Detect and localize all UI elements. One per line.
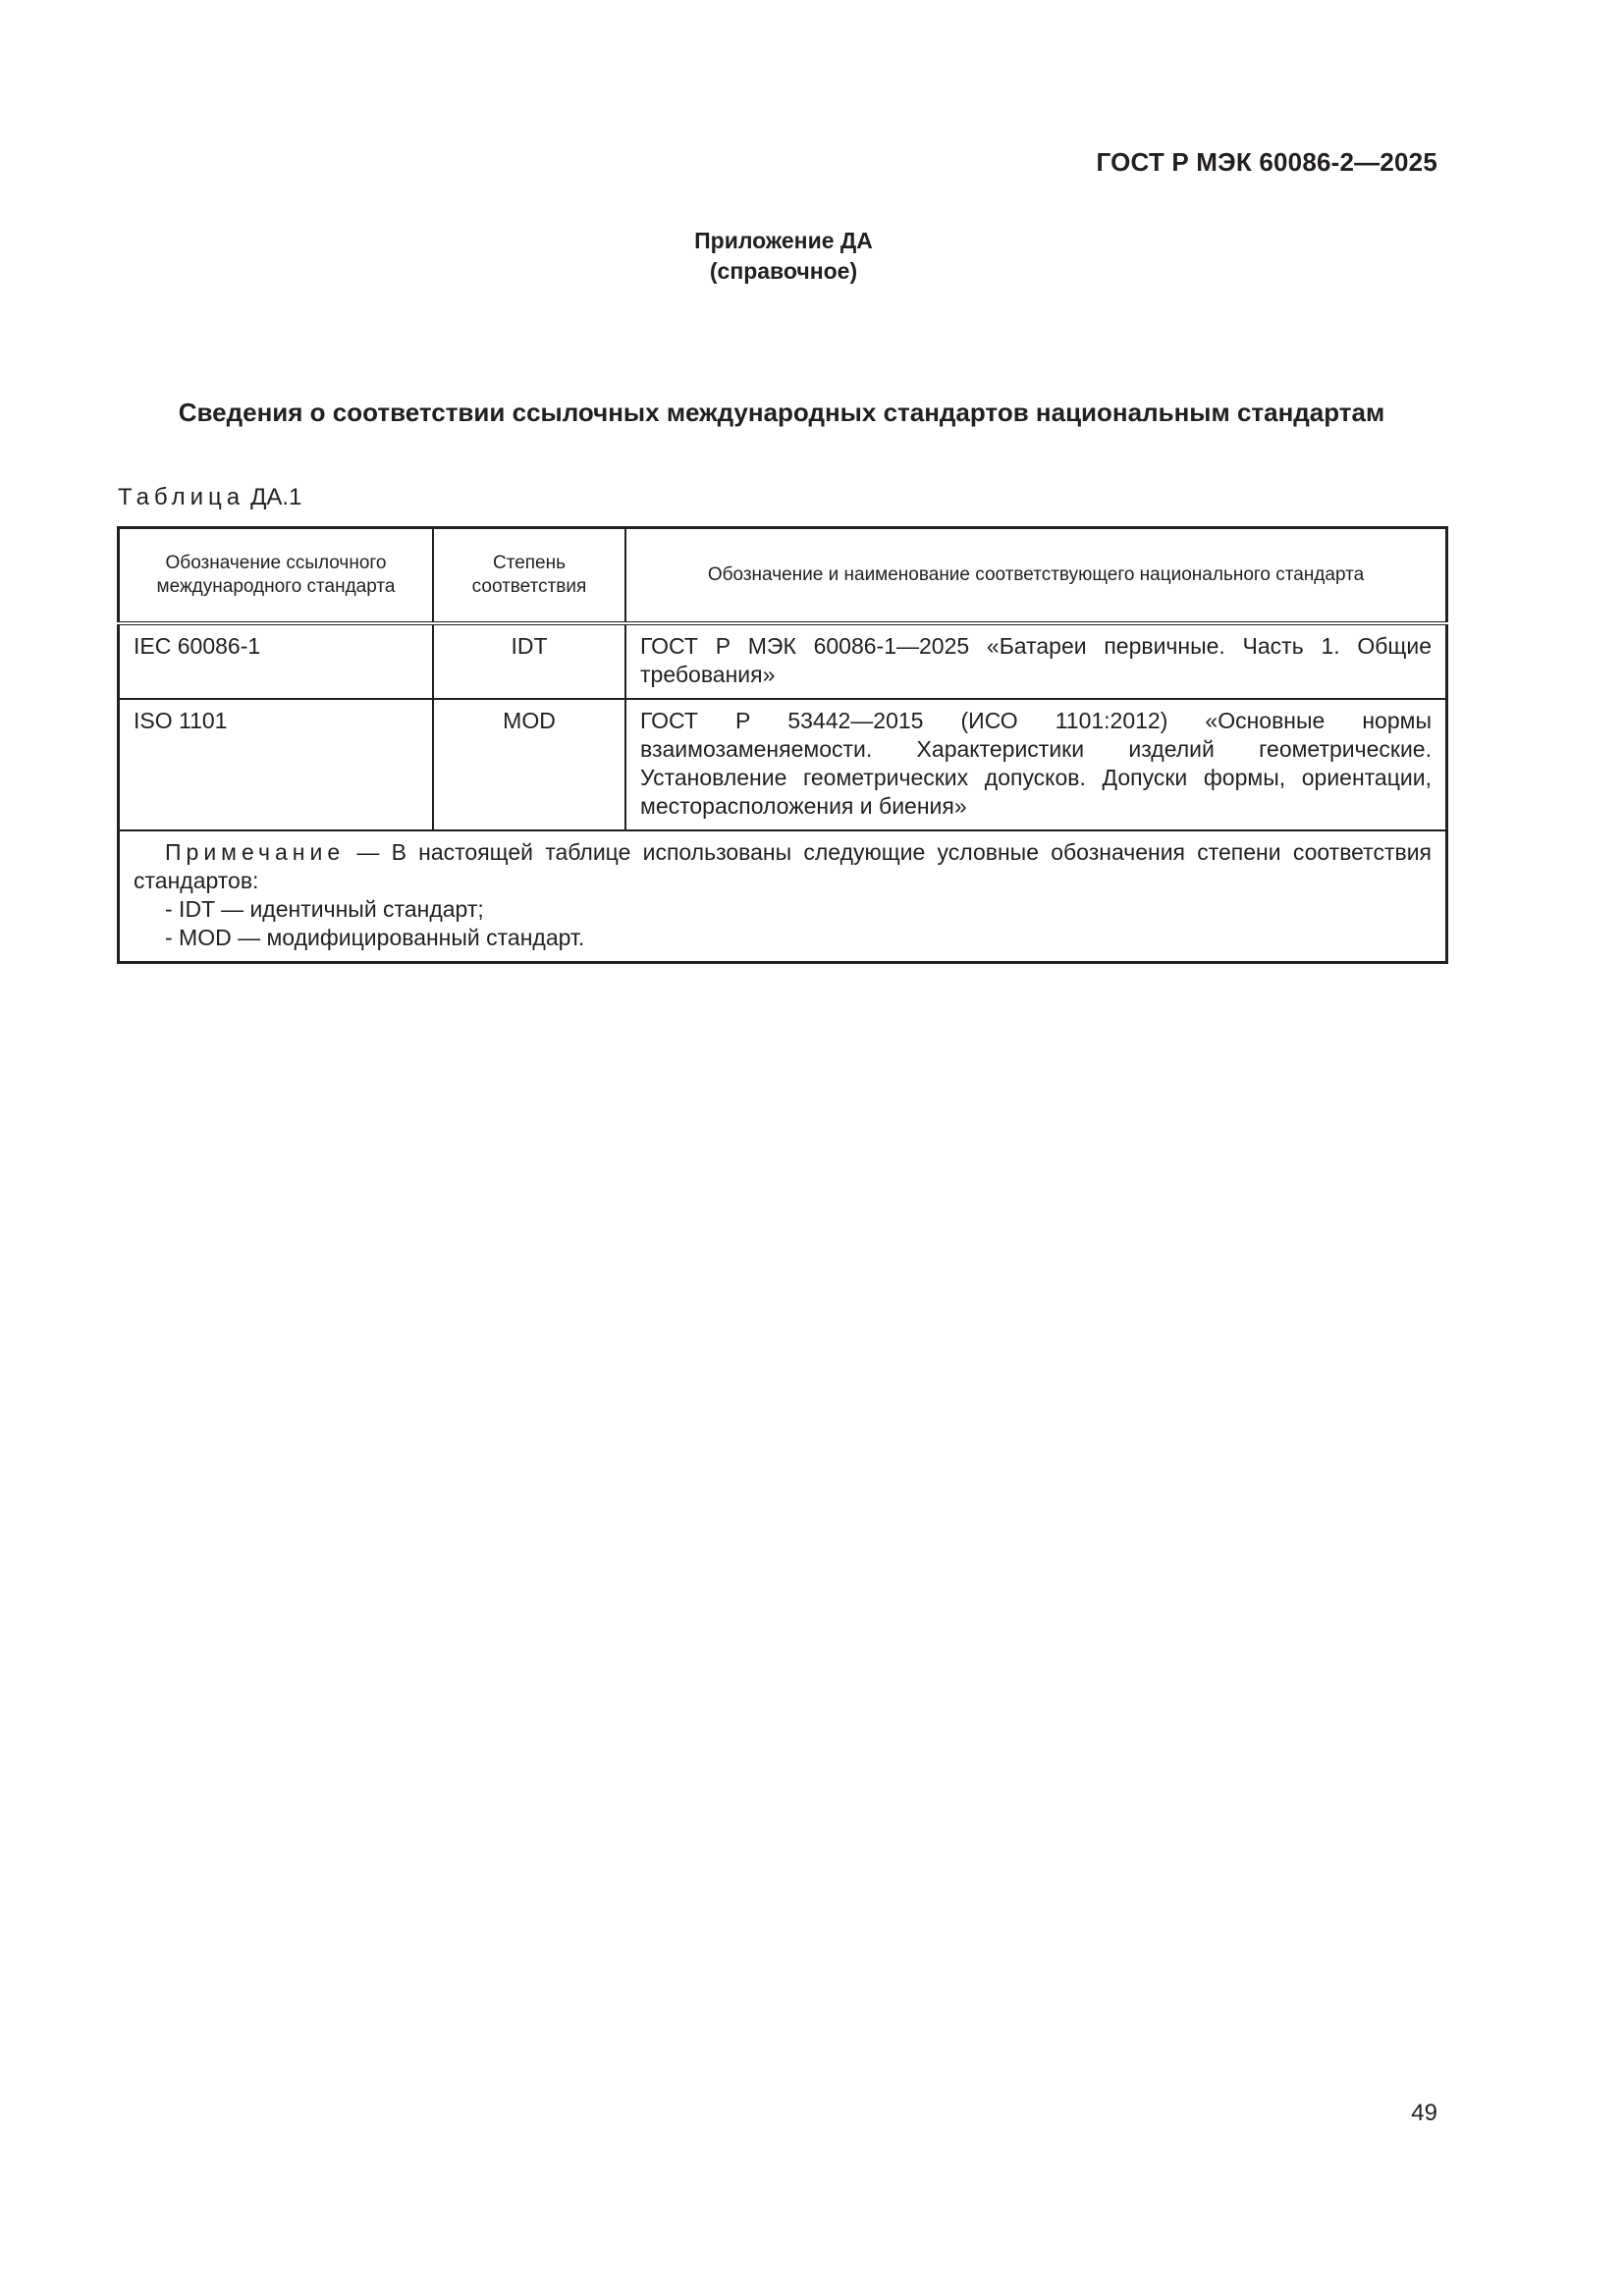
table-caption-prefix: Таблица xyxy=(118,484,245,510)
cell-international-standard: ISO 1101 xyxy=(119,699,434,830)
table-note xyxy=(119,830,1447,963)
correspondence-table xyxy=(117,526,1448,964)
header-international-standard: Обозначение ссылочного международного стандарта xyxy=(119,528,434,624)
header-national-standard: Обозначение и наименование соответствующего национального стандарта xyxy=(625,528,1447,624)
table-caption-number: ДА.1 xyxy=(250,484,302,510)
cell-international-standard: IEC 60086-1 xyxy=(119,623,434,699)
table-row xyxy=(119,699,1447,830)
cell-degree: IDT xyxy=(433,623,625,699)
appendix-title: Приложение ДА xyxy=(694,228,873,253)
table-note-row xyxy=(119,830,1447,963)
note-label: Примечание xyxy=(165,839,346,865)
table-caption xyxy=(118,484,301,511)
table-header-row xyxy=(119,528,1447,624)
cell-degree: MOD xyxy=(433,699,625,830)
note-item-idt: - IDT — идентичный стандарт; xyxy=(165,896,484,922)
table-row xyxy=(119,623,1447,699)
document-standard-id: ГОСТ Р МЭК 60086-2—2025 xyxy=(1096,147,1437,177)
header-degree-of-correspondence: Степень соответствия xyxy=(433,528,625,624)
cell-national-standard: ГОСТ Р МЭК 60086-1—2025 «Батареи первичные. Часть 1. Общие требования» xyxy=(625,623,1447,699)
cell-national-standard: ГОСТ Р 53442—2015 (ИСО 1101:2012) «Основные нормы взаимозаменяемости. Характеристики изделий геометрические. Установление геометрических допусков. Допуски формы, ориентации, месторасположения и биения» xyxy=(625,699,1447,830)
note-item-mod: - MOD — модифицированный стандарт. xyxy=(165,925,585,950)
page-number: 49 xyxy=(1411,2100,1437,2126)
note-text: — В настоящей таблице использованы следующие условные обозначения степени соответствия стандартов: xyxy=(134,839,1433,893)
appendix-heading xyxy=(0,226,1567,287)
appendix-subtitle: (справочное) xyxy=(709,258,858,284)
section-title: Сведения о соответствии ссылочных международных стандартов национальным стандартам xyxy=(178,398,1385,427)
